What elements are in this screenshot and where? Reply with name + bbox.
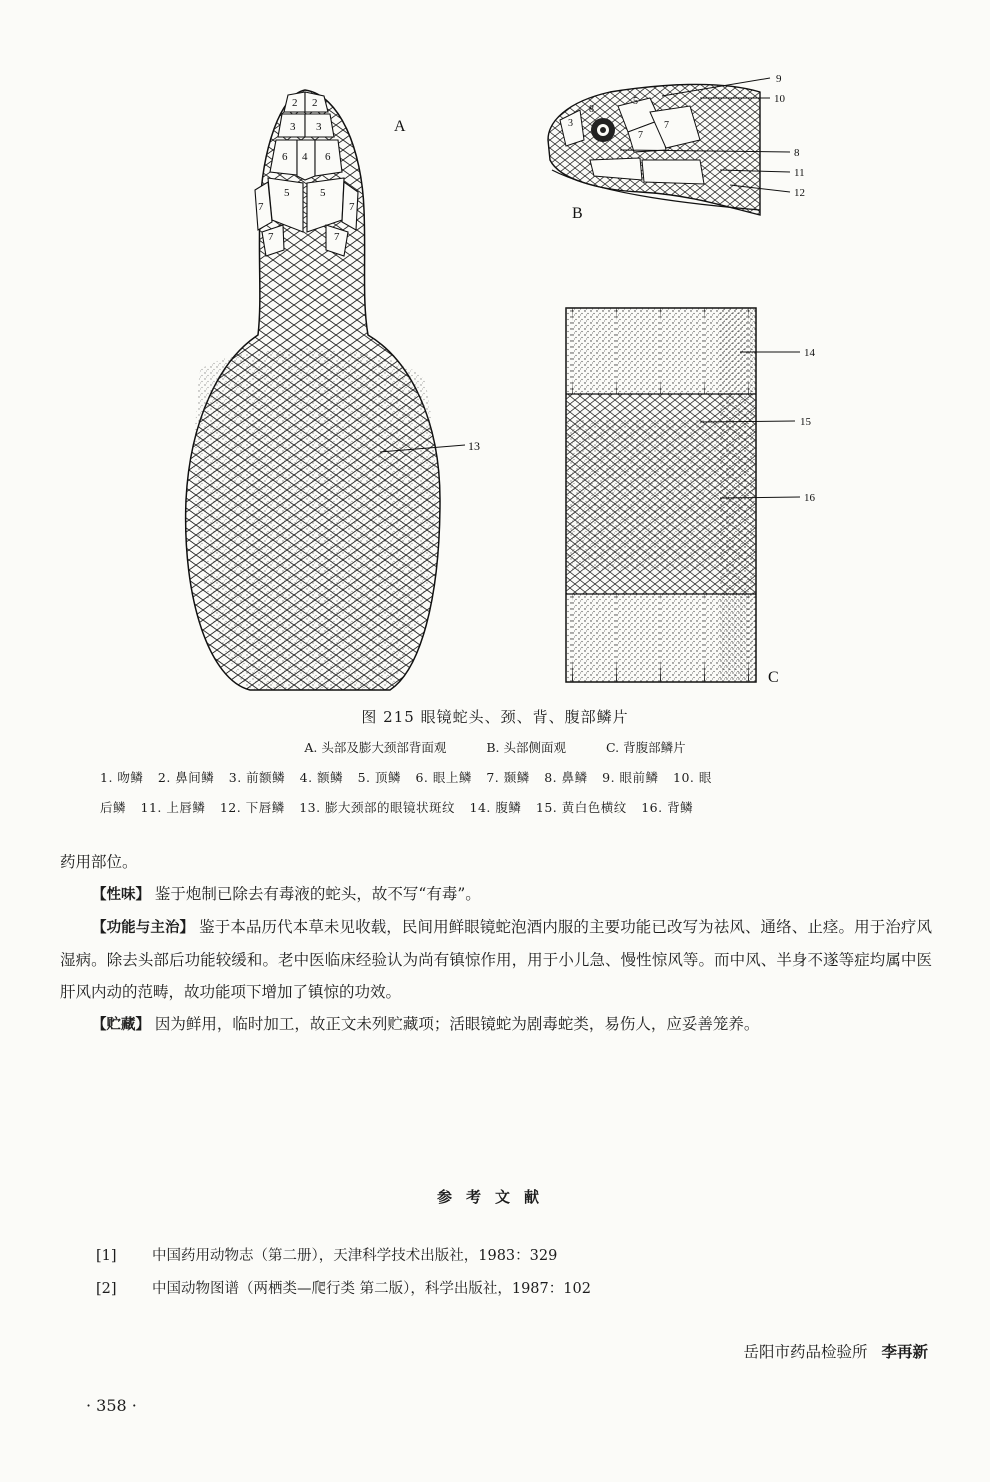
figure-215 [0,0,990,700]
scale-number: 3 [290,121,296,133]
page-number: · 358 · [86,1396,137,1415]
callout-15: 15 [800,416,811,428]
scale-number: 7 [638,130,643,141]
legend-item: 13. 膨大颈部的眼镜状斑纹 [299,800,456,815]
author-name: 李再新 [881,1343,928,1361]
callout-12: 12 [794,187,805,199]
author-credit [743,1340,928,1362]
figure-caption-title: 图 215 眼镜蛇头、颈、背、腹部鳞片 [361,708,629,726]
scale-number: 8 [589,104,594,115]
paragraph-text: 因为鲜用，临时加工，故正文未列贮藏项；活眼镜蛇为剧毒蛇类，易伤人，应妥善笼养。 [150,1015,760,1033]
legend-item: 15. 黄白色横纹 [535,800,627,815]
figure-legend-line-2 [100,798,920,816]
scale-number: 6 [325,151,331,163]
scale-number: 7 [664,120,669,131]
panel-c-scale-section [566,308,756,682]
scale-number: 7 [268,231,274,243]
reference-item [96,1244,557,1265]
legend-item: 1. 吻鳞 [100,770,144,785]
callouts-b [774,73,805,199]
legend-item: 14. 腹鳞 [469,800,522,815]
reference-item [96,1277,591,1298]
references-title: 参考文献 [436,1188,553,1206]
reference-text: 中国药用动物志（第二册），天津科学技术出版社，1983：329 [152,1248,558,1264]
scale-number: 3 [316,121,322,133]
callouts-c [800,347,816,504]
paragraph-text: 鉴于炮制已除去有毒液的蛇头，故不写“有毒”。 [150,885,481,903]
caption-sub-c: C. 背腹部鳞片 [606,740,686,755]
section-heading-taste: 【性味】 [92,887,150,903]
panel-b-side-view [548,84,760,215]
callout-11: 11 [794,167,805,179]
scale-number: 2 [292,97,298,109]
caption-sub-b: B. 头部侧面观 [486,740,567,755]
scale-number: 7 [349,201,355,213]
section-heading-function: 【功能与主治】 [92,920,195,936]
callout-8: 8 [794,147,800,159]
scale-number: 3 [568,118,573,129]
figure-caption-subtitles [0,738,990,756]
legend-item: 10. 眼 [673,770,712,785]
author-institution: 岳阳市药品检验所 [743,1343,868,1361]
scale-number: 6 [282,151,288,163]
legend-item: 3. 前额鳞 [228,770,286,785]
panel-a-dorsal-view [186,90,440,690]
callout-14: 14 [804,347,815,359]
scale-number: 5 [284,187,290,199]
callout-10: 10 [774,93,785,105]
legend-item: 12. 下唇鳞 [219,800,285,815]
legend-item: 7. 颞鳞 [486,770,530,785]
panel-label-b: B [572,205,583,222]
scale-number: 5 [633,96,638,107]
panel-label-a: A [394,118,406,135]
paragraph-text: 鉴于本品历代本草未见收载，民间用鲜眼镜蛇泡酒内服的主要功能已改写为祛风、通络、止痉。用于治疗风湿病。除去头部后功能较缓和。老中医临床经验认为尚有镇惊作用，用于小儿急、慢性惊风等。而中风、半身不遂等症均属中医肝风内动的范畴，故功能项下增加了镇惊的功效。 [60,918,932,1001]
caption-sub-a: A. 头部及膨大颈部背面观 [304,740,447,755]
legend-item: 4. 额鳞 [299,770,344,785]
legend-item: 16. 背鳞 [641,800,694,815]
body-text [60,846,932,1041]
callout-16: 16 [804,492,815,504]
section-heading-storage: 【贮藏】 [92,1017,150,1033]
figure-legend-line-1 [100,768,920,786]
legend-item: 6. 眼上鳞 [415,770,472,785]
scale-number: 7 [258,201,264,213]
reference-text: 中国动物图谱（两栖类—爬行类 第二版），科学出版社，1987：102 [152,1281,591,1297]
scale-number: 7 [334,231,340,243]
legend-item: 8. 鼻鳞 [544,770,588,785]
panel-label-c: C [768,669,779,686]
legend-item: 11. 上唇鳞 [140,800,206,815]
reference-number: [2] [96,1281,117,1297]
scale-number: 5 [320,187,326,199]
legend-item: 5. 顶鳞 [357,770,401,785]
legend-item: 2. 鼻间鳞 [157,770,215,785]
scale-number: 2 [312,97,318,109]
reference-number: [1] [96,1248,117,1264]
paragraph-taste [60,878,932,911]
legend-item: 后鳞 [100,800,127,815]
callout-9: 9 [776,73,782,85]
scale-number: 4 [302,151,308,163]
paragraph-storage [60,1008,932,1041]
paragraph-medicinal-part: 药用部位。 [60,853,138,871]
callout-13: 13 [468,439,480,453]
paragraph-function [60,911,932,1008]
legend-item: 9. 眼前鳞 [602,770,659,785]
